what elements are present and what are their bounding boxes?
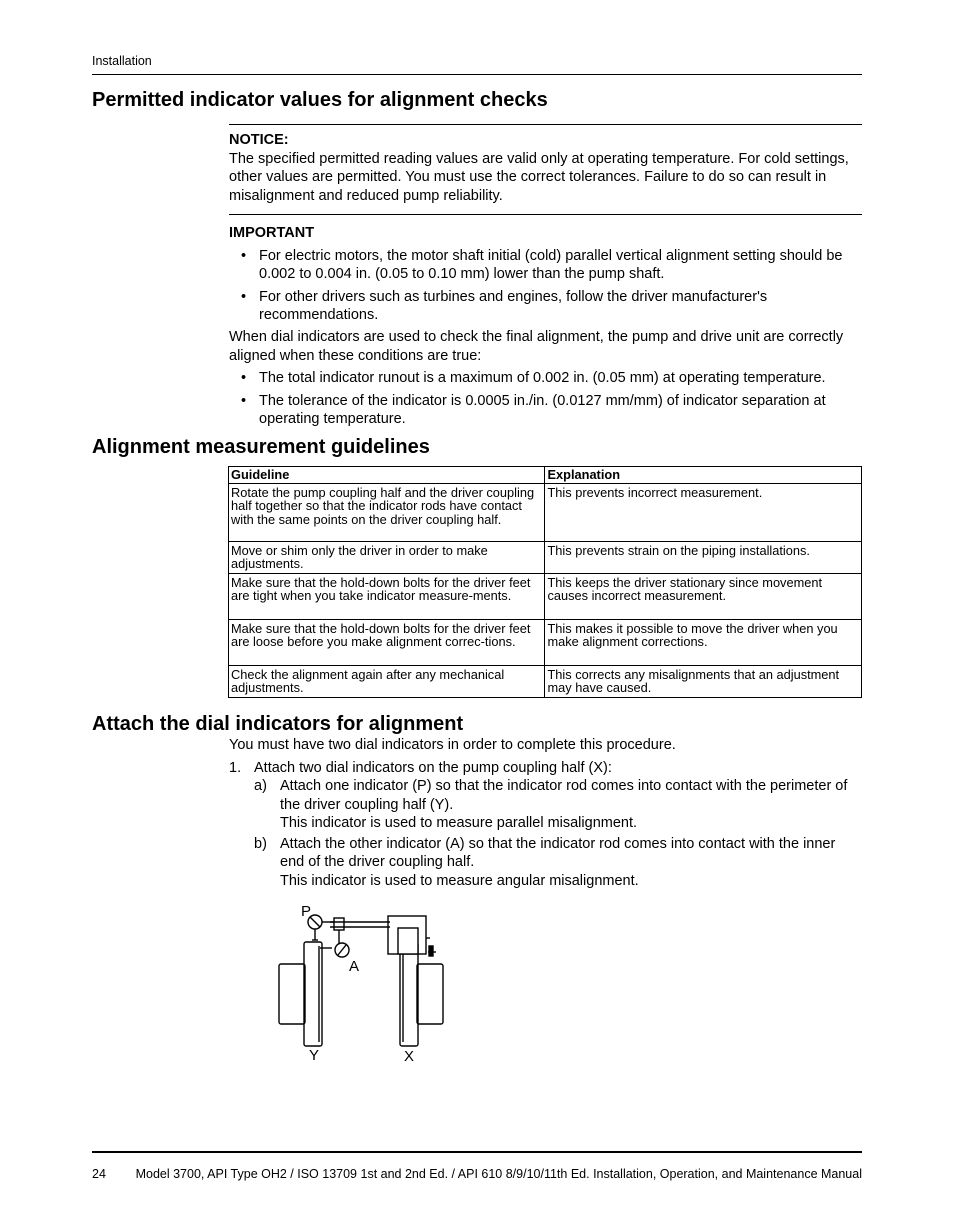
table-cell: This corrects any misalignments that an adjustment may have caused.: [545, 665, 862, 697]
substep-text: Attach one indicator (P) so that the indicator rod comes into contact with the perimeter of the driver coupling half (Y).: [280, 778, 848, 813]
attach-intro: You must have two dial indicators in order to complete this procedure.: [229, 737, 676, 753]
bullet-icon: •: [241, 370, 247, 386]
label-p: P: [301, 903, 312, 920]
page-number: 24: [92, 1167, 106, 1181]
column-header-guideline: Guideline: [229, 467, 545, 484]
driver-coupling-half: [279, 942, 322, 1046]
table-row: [229, 483, 862, 541]
important-box: [229, 224, 862, 325]
bullet-icon: •: [241, 392, 247, 409]
table-cell: Check the alignment again after any mechanical adjustments.: [229, 665, 545, 697]
important-list: [229, 247, 862, 325]
notice-bottom-rule: [229, 214, 862, 215]
notice-top-rule: [229, 124, 862, 125]
table-cell: This makes it possible to move the driver when you make alignment corrections.: [545, 619, 862, 665]
section-title-permitted: Permitted indicator values for alignment checks: [92, 89, 548, 111]
list-item: • For electric motors, the motor shaft initial (cold) parallel vertical alignment setting should be 0.002 to 0.004 in. (0.05 to 0.10 mm) lower than the pump shaft.: [241, 247, 843, 282]
indicator-a-icon: [335, 943, 349, 957]
conditions-block: [229, 328, 862, 429]
table-cell: Rotate the pump coupling half and the driver coupling half together so that the indicator rods have contact with the same points on the driver coupling half.: [229, 483, 545, 541]
conditions-list: [229, 369, 862, 429]
header-rule: [92, 74, 862, 75]
substep-note: This indicator is used to measure parallel misalignment.: [280, 815, 638, 831]
substep-a: [229, 777, 862, 833]
section-title-guidelines: Alignment measurement guidelines: [92, 436, 430, 458]
table-row: [229, 619, 862, 665]
pump-coupling-half: [400, 942, 443, 1046]
column-header-explanation: Explanation: [545, 467, 862, 484]
footer-rule: [92, 1151, 862, 1153]
step-1: [229, 759, 862, 778]
table-cell: Make sure that the hold-down bolts for the driver feet are loose before you make alignment correc-tions.: [229, 619, 545, 665]
label-y: Y: [309, 1047, 320, 1064]
bullet-icon: •: [241, 288, 247, 305]
conditions-intro: When dial indicators are used to check the final alignment, the pump and drive unit are correctly aligned when these conditions are true:: [229, 329, 844, 364]
list-item: • For other drivers such as turbines and engines, follow the driver manufacturer's recommendations.: [241, 288, 768, 323]
manual-title: Model 3700, API Type OH2 / ISO 13709 1st and 2nd Ed. / API 610 8/9/10/11th Ed. Installation, Operation, and Maintenance Manual: [135, 1167, 862, 1181]
important-label: IMPORTANT: [229, 225, 315, 241]
label-a: A: [349, 958, 360, 975]
step-text: Attach two dial indicators on the pump coupling half (X):: [254, 759, 612, 776]
attach-procedure: [229, 736, 862, 890]
table-cell: Move or shim only the driver in order to make adjustments.: [229, 541, 545, 573]
list-item: • The tolerance of the indicator is 0.0005 in./in. (0.0127 mm/mm) of indicator separation at operating temperature.: [241, 392, 826, 427]
running-header: Installation: [92, 54, 152, 68]
guidelines-table: [228, 466, 862, 698]
substep-letter: b): [254, 835, 267, 852]
substep-b: [229, 835, 862, 891]
substep-text: Attach the other indicator (A) so that the indicator rod comes into contact with the inner end of the driver coupling half.: [280, 835, 836, 870]
dial-indicator-diagram: [270, 898, 460, 1068]
table-row: [229, 541, 862, 573]
table-row: [229, 573, 862, 619]
notice-label: NOTICE:: [229, 132, 289, 148]
notice-box: [229, 131, 862, 205]
table-cell: This prevents incorrect measurement.: [545, 483, 862, 541]
substep-note: This indicator is used to measure angular misalignment.: [280, 872, 639, 889]
substep-letter: a): [254, 778, 267, 794]
table-cell: Make sure that the hold-down bolts for the driver feet are tight when you take indicator measure-ments.: [229, 573, 545, 619]
table-cell: This keeps the driver stationary since movement causes incorrect measurement.: [545, 573, 862, 619]
table-cell: This prevents strain on the piping installations.: [545, 541, 862, 573]
section-title-attach: Attach the dial indicators for alignment: [92, 713, 464, 735]
table-row: [229, 665, 862, 697]
list-item: • The total indicator runout is a maximum of 0.002 in. (0.05 mm) at operating temperature.: [241, 370, 826, 386]
bullet-icon: •: [241, 247, 247, 264]
step-number: 1.: [229, 759, 242, 776]
table-header-row: [229, 467, 862, 484]
label-x: X: [404, 1048, 415, 1065]
notice-text: The specified permitted reading values are valid only at operating temperature. For cold settings, other values are permitted. You must use the correct tolerances. Failure to do so can result in misalignment and reduced pump reliability.: [229, 150, 849, 204]
